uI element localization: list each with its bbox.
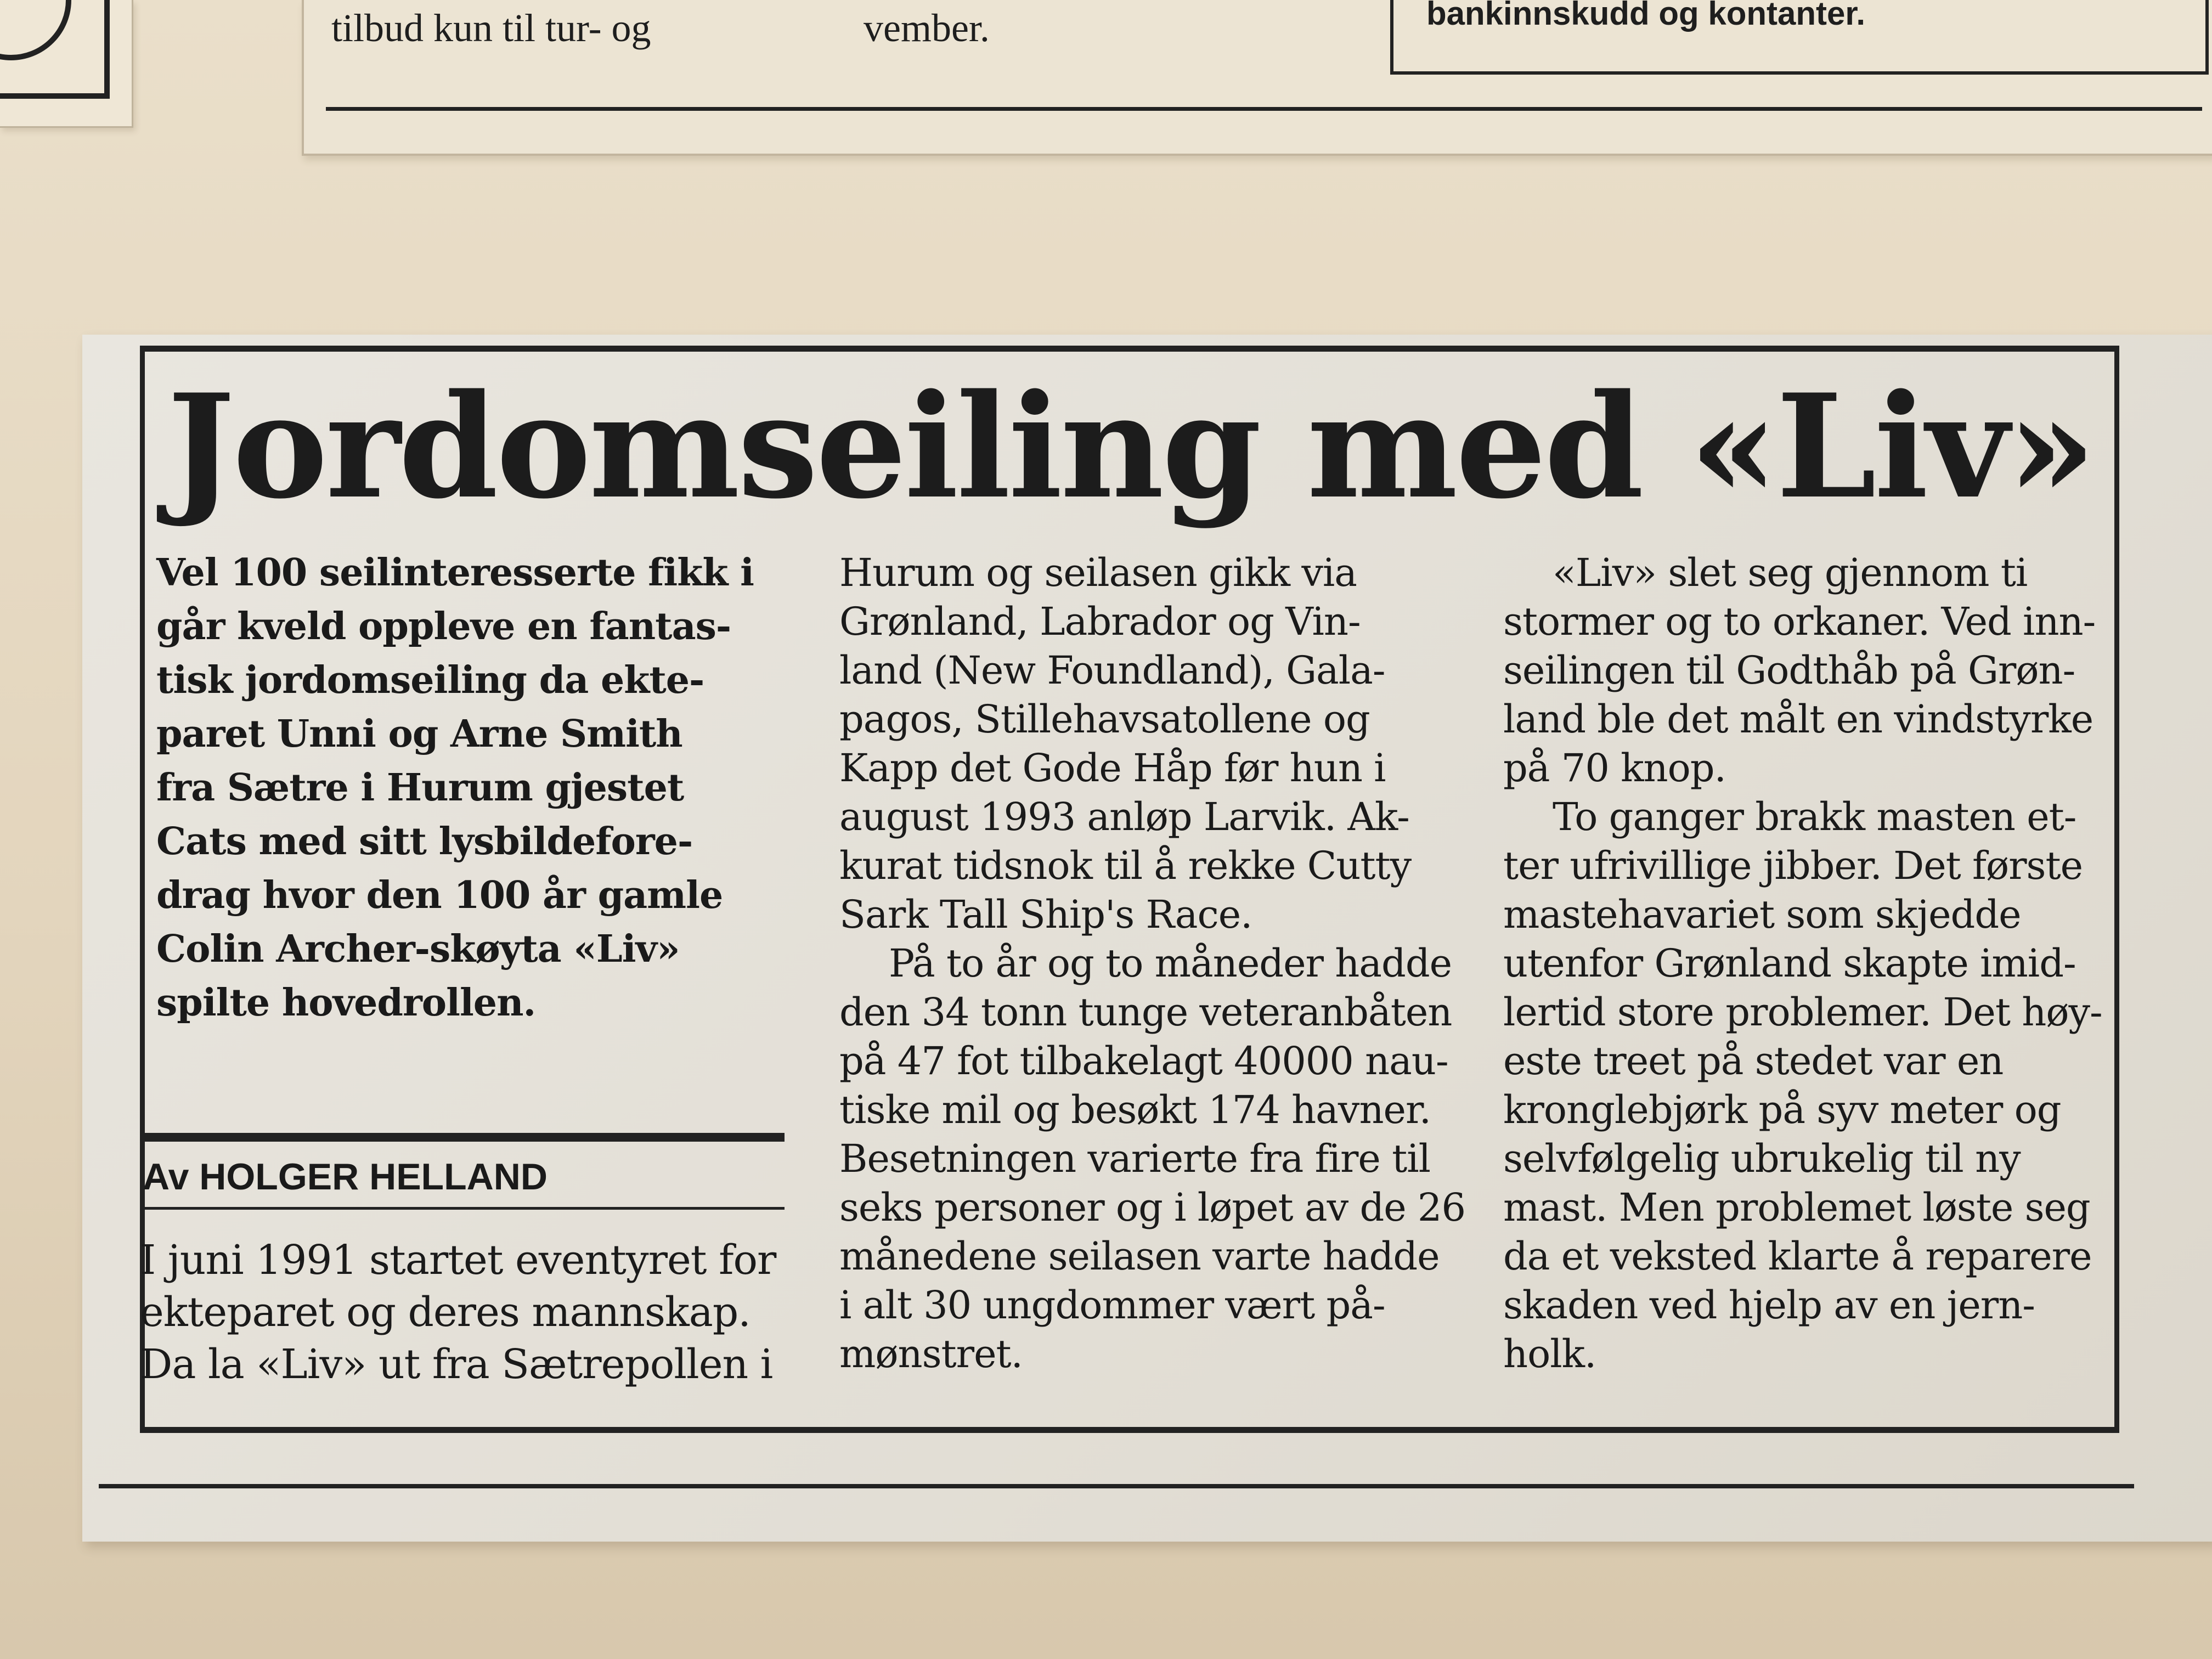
body-line: selvfølgelig ubrukelig til ny (1503, 1136, 2021, 1181)
body-line: holk. (1503, 1331, 1596, 1376)
intro-line: Vel 100 seilinteresserte fikk i (156, 551, 754, 595)
body-line: Kapp det Gode Håp før hun i (839, 746, 1386, 791)
scrap-top-text-mid: vember. (864, 6, 990, 50)
body-line: lertid store problemer. Det høy- (1503, 990, 2102, 1035)
scrap-frame-graphic (0, 0, 110, 99)
body-line: kronglebjørk på syv meter og (1503, 1087, 2061, 1132)
body-line: På to år og to måneder hadde (889, 941, 1452, 986)
intro-line: fra Sætre i Hurum gjestet (156, 766, 684, 810)
scrap-top-box (1390, 0, 2209, 75)
body-line: Besetningen varierte fra fire til (839, 1136, 1430, 1181)
scrap-top-box-text: bankinnskudd og kontanter. (1426, 0, 1866, 32)
body-line: mast. Men problemet løste seg (1503, 1185, 2090, 1230)
intro-line: tisk jordomseiling da ekte- (156, 658, 704, 702)
body-line: på 47 fot tilbakelagt 40000 nau- (839, 1039, 1448, 1084)
body-line: kurat tidsnok til å rekke Cutty (839, 843, 1412, 888)
intro-line: drag hvor den 100 år gamle (156, 873, 723, 917)
intro-line: går kveld oppleve en fantas- (156, 605, 731, 648)
body-line: den 34 tonn tunge veteranbåten (839, 990, 1452, 1035)
body-line: i alt 30 ungdommer vært på- (839, 1283, 1385, 1328)
body-line: land ble det målt en vindstyrke (1503, 697, 2094, 742)
body-line: tiske mil og besøkt 174 havner. (839, 1087, 1431, 1132)
body-line: este treet på stedet var en (1503, 1039, 2004, 1084)
body-line: I juni 1991 startet eventyret for (140, 1237, 776, 1284)
scrap-top-rule (326, 107, 2202, 111)
intro-line: spilte hovedrollen. (156, 981, 536, 1025)
body-line: ter ufrivillige jibber. Det første (1503, 843, 2083, 888)
byline-rule-top (143, 1133, 785, 1142)
intro-line: Cats med sitt lysbildefore- (156, 820, 693, 864)
body-line: land (New Foundland), Gala- (839, 648, 1385, 693)
body-line: Grønland, Labrador og Vin- (839, 599, 1361, 644)
scrap-top-text-left: tilbud kun til tur- og (331, 6, 651, 50)
body-line: på 70 knop. (1503, 746, 1726, 791)
article-intro (156, 546, 793, 1030)
clipping-scrap-left (0, 0, 133, 128)
body-line: ekteparet og deres mannskap. (140, 1289, 751, 1336)
article-headline: Jordomseiling med «Liv» (167, 363, 2094, 531)
body-line: månedene seilasen varte hadde (839, 1234, 1440, 1279)
intro-line: paret Unni og Arne Smith (156, 712, 682, 756)
body-line: pagos, Stillehavsatollene og (839, 697, 1370, 742)
column-3 (1503, 549, 2107, 1379)
body-line: Da la «Liv» ut fra Sætrepollen i (140, 1341, 773, 1388)
body-line: seilingen til Godthåb på Grøn- (1503, 648, 2075, 693)
article-byline: Av HOLGER HELLAND (143, 1156, 548, 1198)
body-line: Hurum og seilasen gikk via (839, 550, 1357, 595)
body-line: mønstret. (839, 1331, 1023, 1376)
body-line: To ganger brakk masten et- (1553, 794, 2076, 839)
clipping-bottom-rule (99, 1484, 2134, 1488)
column-1-body (140, 1234, 793, 1391)
body-line: «Liv» slet seg gjennom ti (1553, 550, 2028, 595)
body-line: seks personer og i løpet av de 26 (839, 1185, 1466, 1230)
newspaper-clipping (82, 335, 2212, 1542)
body-line: utenfor Grønland skapte imid- (1503, 941, 2076, 986)
intro-line: Colin Archer-skøyta «Liv» (156, 927, 680, 971)
byline-rule-bottom (143, 1207, 785, 1210)
body-line: august 1993 anløp Larvik. Ak- (839, 794, 1409, 839)
body-line: stormer og to orkaner. Ved inn- (1503, 599, 2096, 644)
column-2 (839, 549, 1465, 1379)
body-line: skaden ved hjelp av en jern- (1503, 1283, 2035, 1328)
body-line: da et veksted klarte å reparere (1503, 1234, 2092, 1279)
clipping-scrap-top (302, 0, 2212, 156)
body-line: mastehavariet som skjedde (1503, 892, 2021, 937)
body-line: Sark Tall Ship's Race. (839, 892, 1252, 937)
